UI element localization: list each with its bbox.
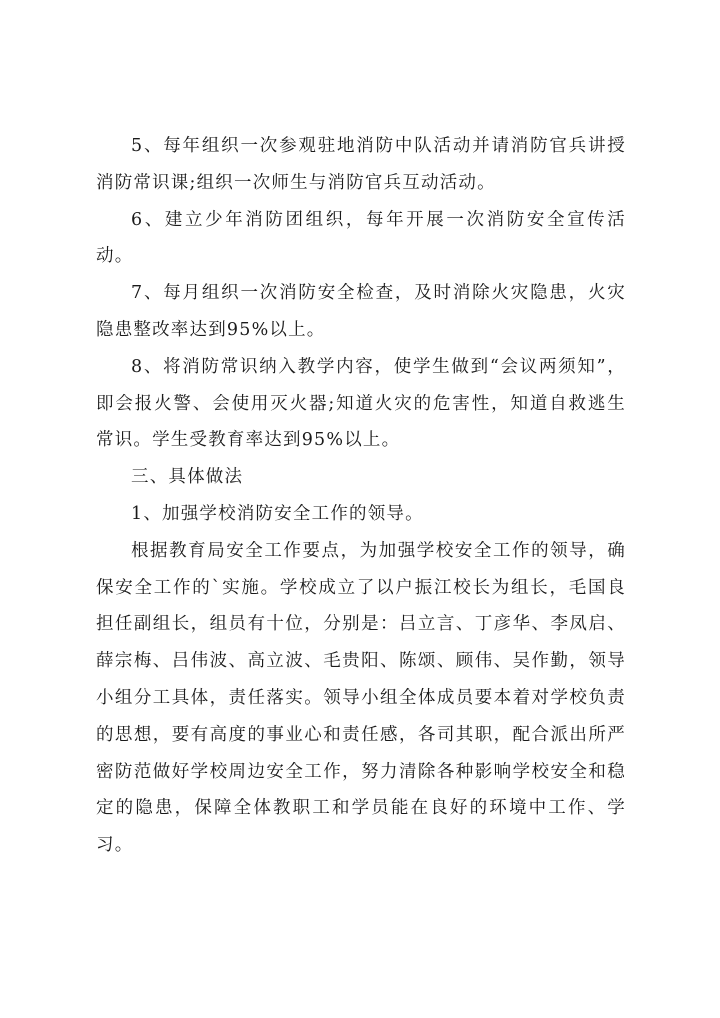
paragraph-item-7: 7、每月组织一次消防安全检查，及时消除火灾隐患，火灾隐患整改率达到95%以上。	[96, 283, 626, 340]
body-paragraph: 根据教育局安全工作要点，为加强学校安全工作的领导，确保安全工作的`实施。学校成立了以户振江校长为组长，毛国良担任副组长，组员有十位，分别是：吕立言、丁彦华、李凤启、薛宗梅、吕伟波、高立波、毛贵阳、陈颂、顾伟、吴作勤，领导小组分工具体，责任落实。领导小组全体成员要本着对学校负责的思想，要有高度的事业心和责任感，各司其职，配合派出所严密防范做好学校周边安全工作，努力清除各种影响学校安全和稳定的隐患，保障全体教职工和学员能在良好的环境中工作、学习。	[96, 540, 626, 856]
paragraph-item-8: 8、将消防常识纳入教学内容，使学生做到“会议两须知”，即会报火警、会使用灭火器;知道火灾的危害性，知道自救逃生常识。学生受教育率达到95%以上。	[96, 356, 626, 451]
document-body	[96, 128, 626, 864]
paragraph-item-5: 5、每年组织一次参观驻地消防中队活动并请消防官兵讲授消防常识课;组织一次师生与消防官兵互动活动。	[96, 136, 626, 193]
section-heading-3: 三、具体做法	[131, 467, 244, 488]
subsection-heading-1: 1、加强学校消防安全工作的领导。	[131, 503, 424, 524]
paragraph-item-6: 6、建立少年消防团组织，每年开展一次消防安全宣传活动。	[96, 209, 626, 267]
